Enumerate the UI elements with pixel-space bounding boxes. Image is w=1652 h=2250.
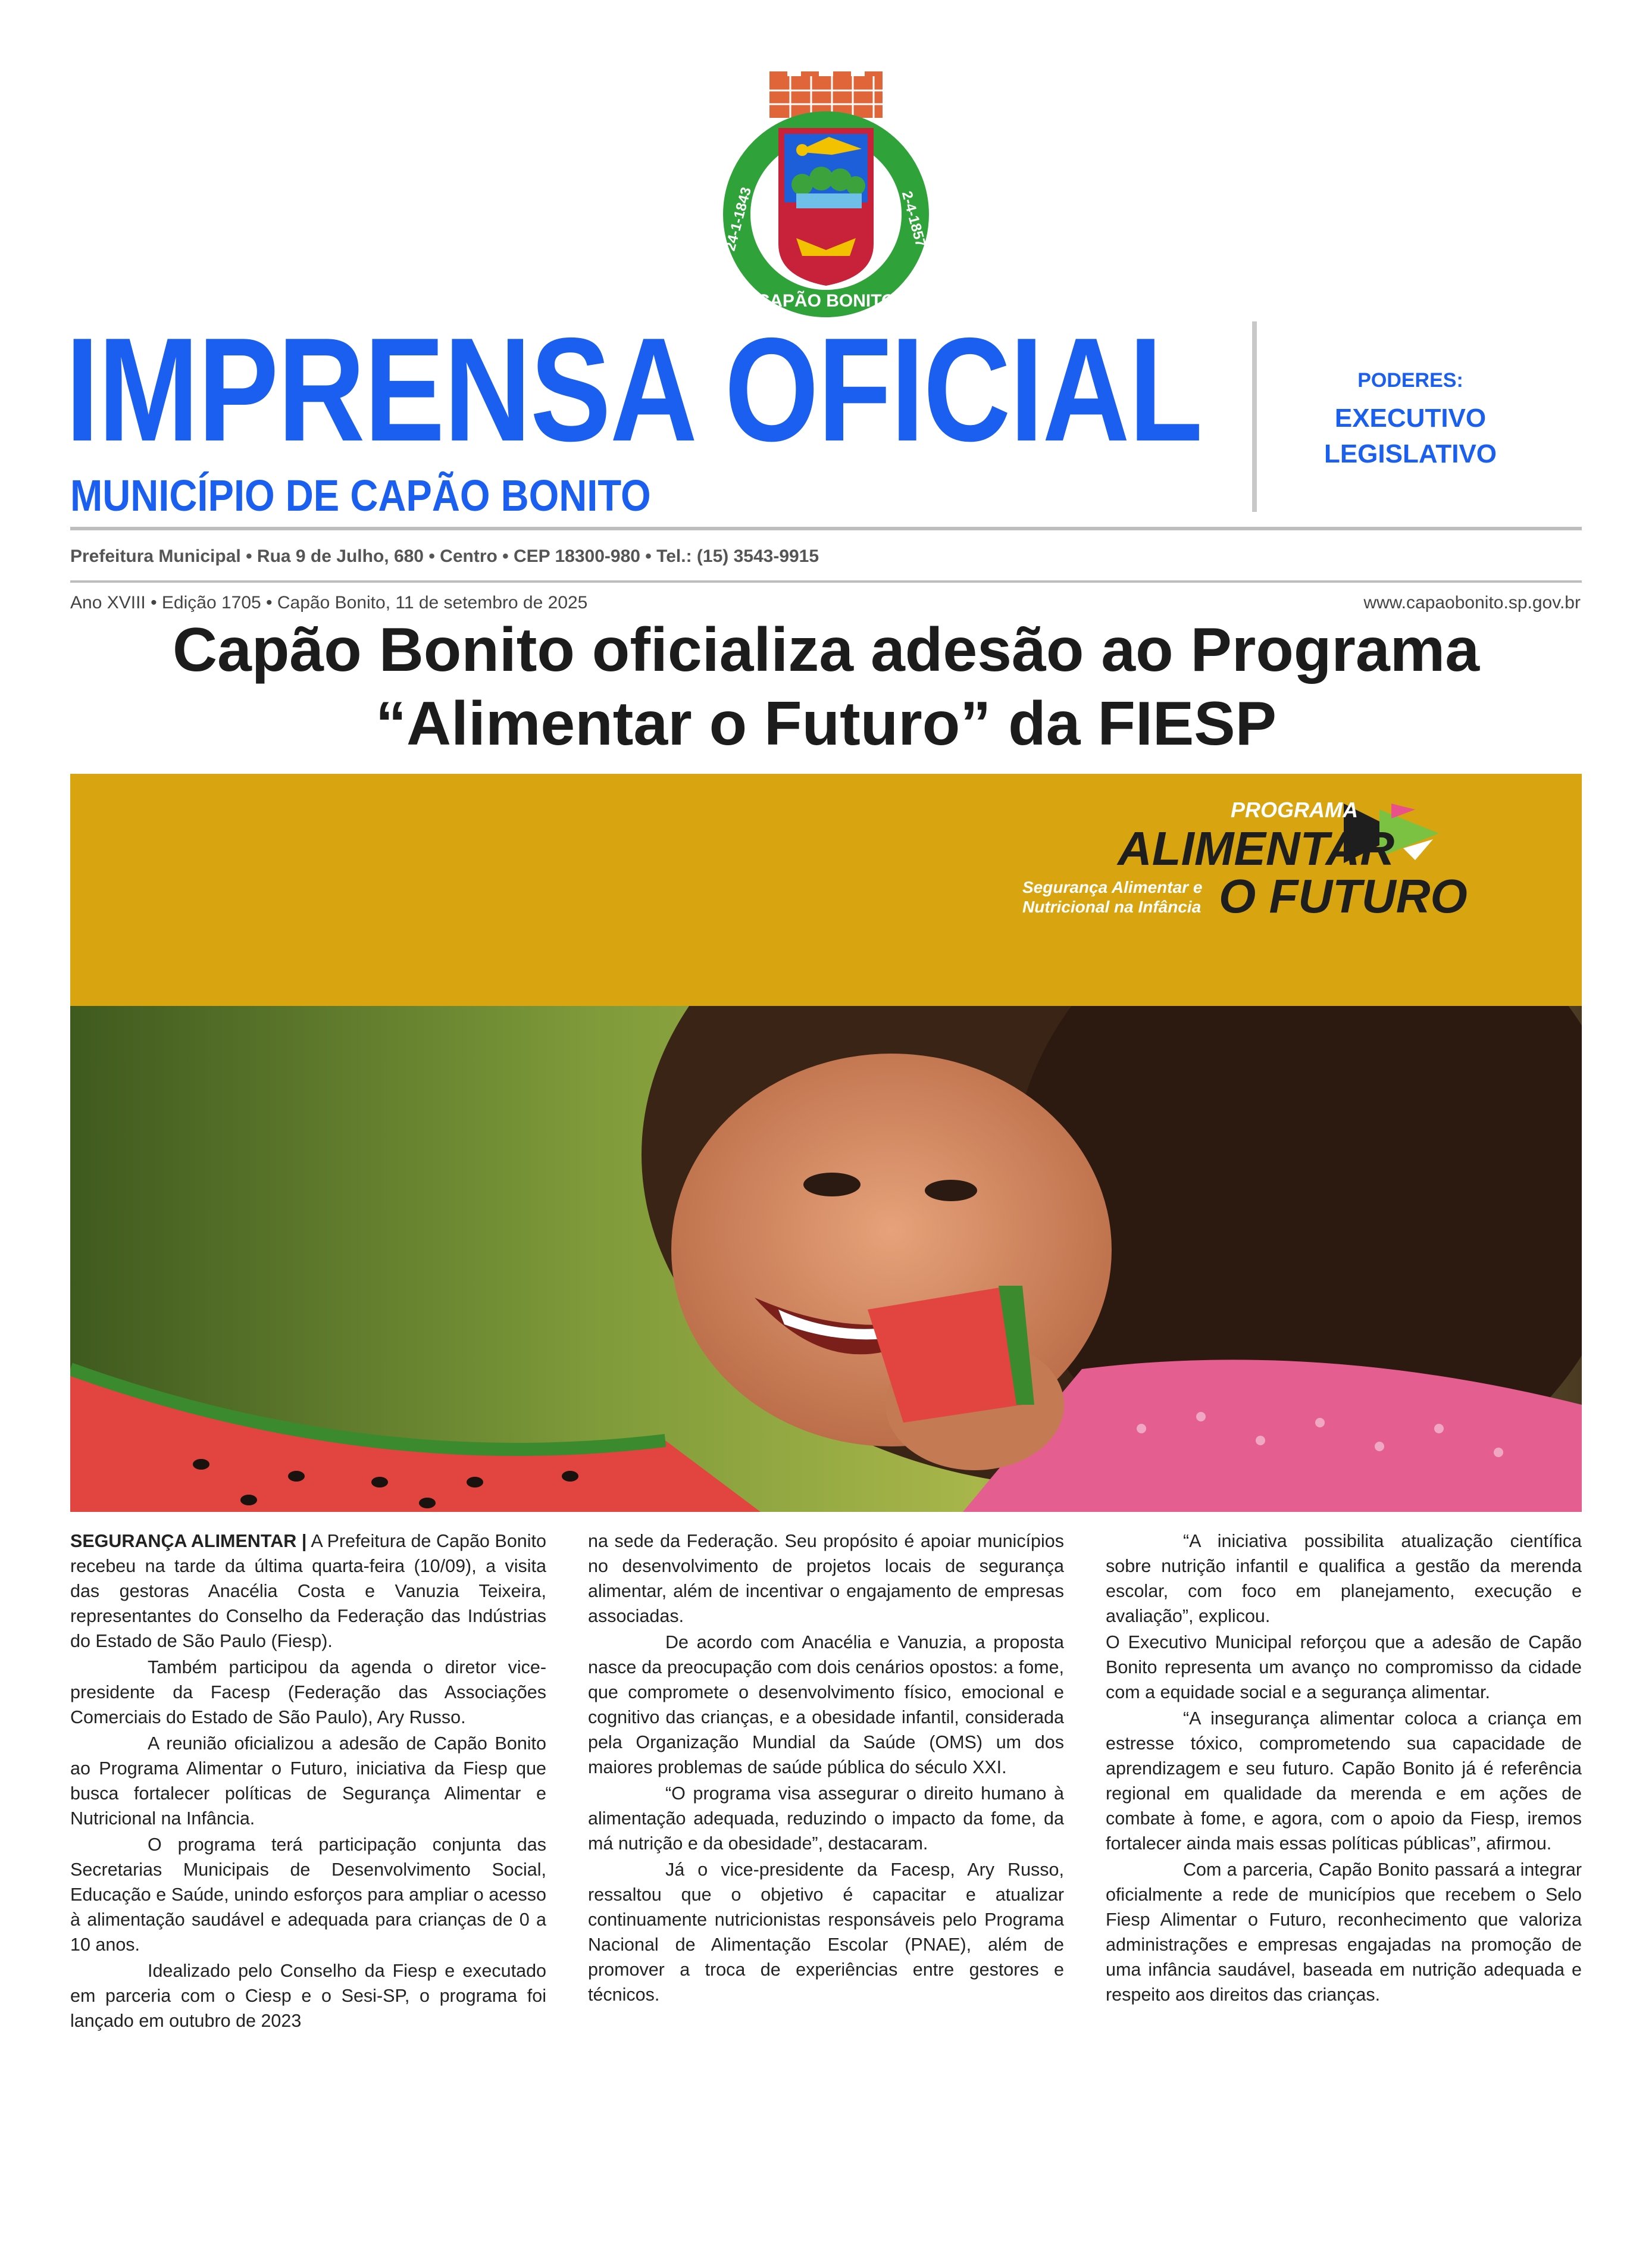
headline-line-2: “Alimentar o Futuro” da FIESP [376, 689, 1276, 758]
paragraph: O programa terá participação conjunta das Secretarias Municipais de Desenvolvimento Social, Educação e Saúde, unindo esforços para ampliar o acesso à alimentação saudável e adequada para crianças de 0 a 10 anos. [70, 1835, 546, 1955]
masthead-title: IMPRENSA OFICIAL [65, 307, 1202, 472]
paragraph: “O programa visa assegurar o direito humano à alimentação adequada, reduzindo o impacto da fome, da má nutrição e da obesidade”, destacaram. [588, 1783, 1064, 1854]
paragraph: na sede da Federação. Seu propósito é apoiar municípios no desenvolvimento de projetos locais de segurança alimentar, além de incentivar o engajamento de empresas associadas. [588, 1531, 1064, 1626]
program-logo [1022, 792, 1475, 940]
masthead-subtitle: MUNICÍPIO DE CAPÃO BONITO [70, 471, 651, 520]
program-name-1: ALIMENTAR [1118, 822, 1395, 875]
article-column-1 [70, 1529, 546, 2035]
paragraph: Já o vice-presidente da Facesp, Ary Russo, ressaltou que o objetivo é capacitar e atualizar continuamente nutricionistas responsáveis pelo Programa Nacional de Alimentação Escolar (PNAE), além de promover a troca de experiências entre gestores e técnicos. [588, 1860, 1064, 2005]
article-kicker: SEGURANÇA ALIMENTAR | [70, 1531, 307, 1551]
crest-date-left: 24-1-1843 [722, 185, 755, 253]
mural-crown-icon [769, 71, 883, 118]
headline-line-1: Capão Bonito oficializa adesão ao Programa [172, 615, 1480, 685]
masthead-divider [1252, 321, 1257, 512]
divider-middle [70, 580, 1582, 583]
divider-top [70, 527, 1582, 530]
city-coat-of-arms-logo [707, 71, 945, 321]
shield-icon [778, 128, 874, 286]
paragraph: SEGURANÇA ALIMENTAR | A Prefeitura de Capão Bonito recebeu na tarde da última quarta-feira (10/09), a visita das gestoras Anacélia Costa e Vanuzia Teixeira, representantes do Conselho da Federação das Indústrias do Estado de São Paulo (Fiesp). [70, 1531, 546, 1651]
article-body [70, 1529, 1582, 2213]
paragraph: Idealizado pelo Conselho da Fiesp e executado em parceria com o Ciesp e o Sesi-SP, o programa foi lançado em outubro de 2023 [70, 1961, 546, 2031]
headline [60, 613, 1592, 761]
power-executivo: EXECUTIVO [1334, 404, 1487, 433]
paragraph: A reunião oficializou a adesão de Capão Bonito ao Programa Alimentar o Futuro, iniciativa da Fiesp que busca fortalecer políticas de Segurança Alimentar e Nutricional na Infância. [70, 1733, 546, 1829]
program-tagline-2: Nutricional na Infância [1022, 898, 1202, 916]
program-tagline-1: Segurança Alimentar e [1022, 878, 1203, 896]
edition-line: Ano XVIII • Edição 1705 • Capão Bonito, 11 de setembro de 2025 [70, 593, 588, 612]
paragraph: O Executivo Municipal reforçou que a adesão de Capão Bonito representa um avanço no compromisso da cidade com a equidade social e a segurança alimentar. [1106, 1632, 1582, 1702]
paragraph: Com a parceria, Capão Bonito passará a integrar oficialmente a rede de municípios que recebem o Selo Fiesp Alimentar o Futuro, reconhecimento que valoriza administrações e empresas engajadas na promoção de uma infância saudável, baseada em nutrição adequada e respeito aos direitos das crianças. [1106, 1860, 1582, 2005]
article-column-2 [588, 1529, 1064, 2008]
crest-date-right: 2-4-1857 [898, 189, 929, 249]
program-label: PROGRAMA [1231, 798, 1358, 822]
power-legislativo: LEGISLATIVO [1324, 439, 1497, 468]
address-line: Prefeitura Municipal • Rua 9 de Julho, 680 • Centro • CEP 18300-980 • Tel.: (15) 3543-9915 [70, 546, 819, 566]
powers-box [1291, 369, 1529, 472]
paragraph: “A iniciativa possibilita atualização científica sobre nutrição infantil e qualifica a gestão da merenda escolar, com foco em planejamento, execução e avaliação”, explicou. [1106, 1531, 1582, 1626]
website-link[interactable]: www.capaobonito.sp.gov.br [1363, 593, 1581, 612]
paragraph: Também participou da agenda o diretor vice-presidente da Facesp (Federação das Associações Comerciais do Estado de São Paulo), Ary Russo. [70, 1657, 546, 1727]
hero-image [70, 774, 1582, 1512]
article-column-3 [1106, 1529, 1582, 2008]
paragraph: De acordo com Anacélia e Vanuzia, a proposta nasce da preocupação com dois cenários opostos: a fome, que compromete o desenvolvimento físico, emocional e cognitivo das crianças, e a obesidade infantil, considerada pela Organização Mundial da Saúde (OMS) um dos maiores problemas de saúde pública do século XXI. [588, 1632, 1064, 1777]
crest-name: CAPÃO BONITO [756, 291, 896, 311]
powers-label: PODERES: [1357, 369, 1463, 392]
program-name-2: O FUTURO [1219, 870, 1468, 923]
paragraph: “A insegurança alimentar coloca a criança em estresse tóxico, comprometendo sua capacidade de aprendizagem e seu futuro. Capão Bonito já é referência regional em qualidade da merenda e em ações de combate à fome, e agora, com o apoio da Fiesp, iremos fortalecer ainda mais essas políticas públicas”, afirmou. [1106, 1708, 1582, 1854]
